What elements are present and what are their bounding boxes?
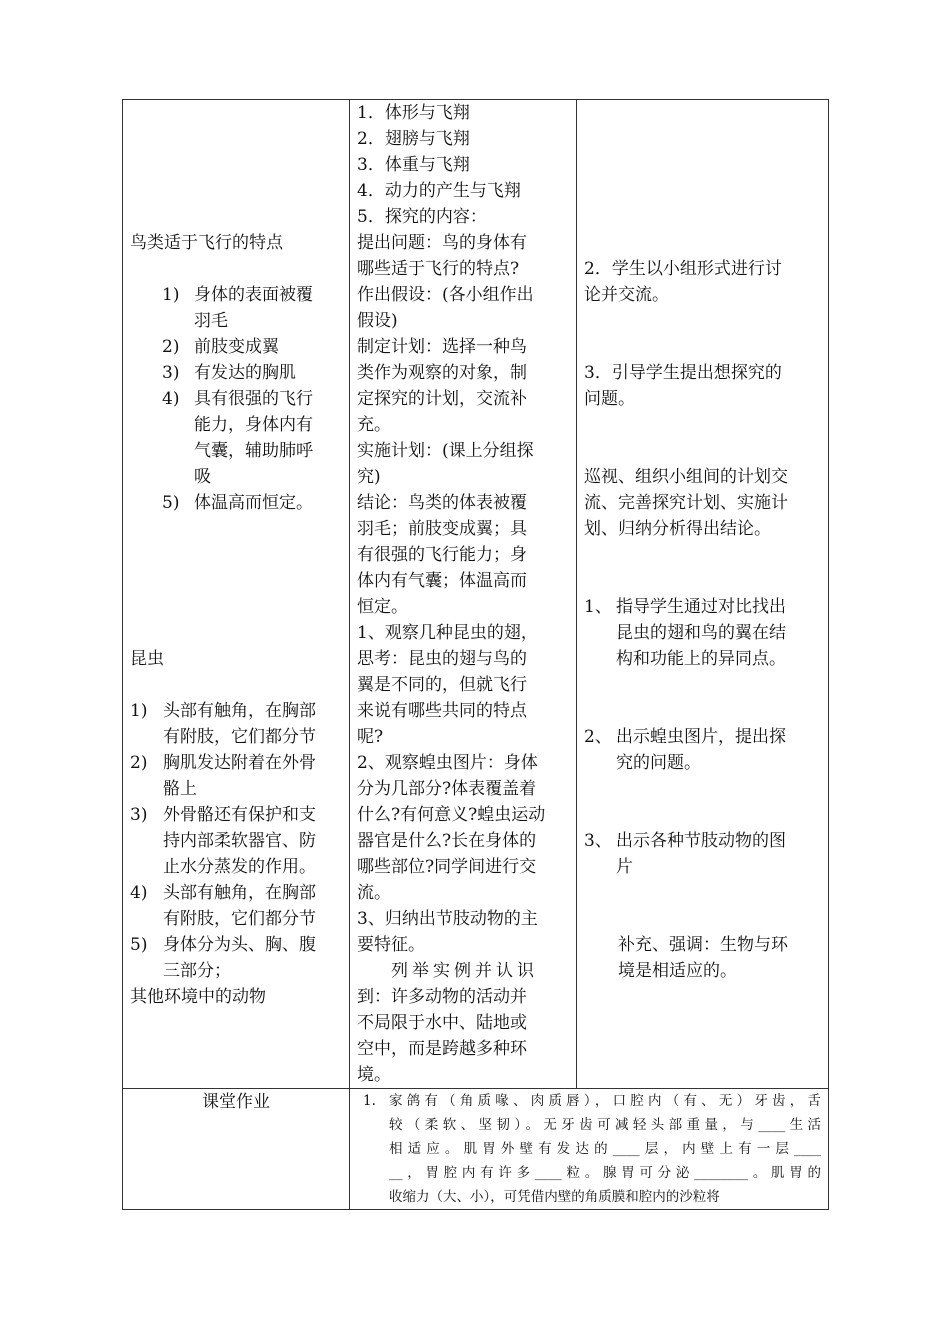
activity-line: 什么?有何意义?蝗虫运动 (357, 805, 546, 825)
topic-cell (123, 100, 350, 1089)
teacher-line: 流、完善探究计划、实施计 (584, 493, 788, 513)
insect-title: 昆虫 (130, 649, 164, 669)
bird-title: 鸟类适于飞行的特点 (130, 233, 283, 253)
bird-feature-item (130, 386, 342, 490)
activity-line: 作出假设：(各小组作出 (357, 285, 534, 305)
activity-line: 哪些适于飞行的特点? (357, 259, 520, 279)
list-line: 前肢变成翼 (194, 337, 279, 357)
teacher-item-line: 指导学生通过对比找出 (616, 597, 786, 617)
teacher-line: 补充、强调：生物与环 (618, 935, 788, 955)
bird-feature-item (130, 490, 342, 516)
activity-line: 有很强的飞行能力；身 (357, 545, 527, 565)
activity-line: 列举实例并认识 (391, 961, 538, 981)
insect-feature-item (130, 698, 342, 750)
activity-line: 体内有气囊；体温高而 (357, 571, 527, 591)
teacher-line: 问题。 (584, 389, 635, 409)
activity-line: 2．翅膀与飞翔 (357, 129, 470, 149)
list-line: 头部有触角，在胸部 (163, 701, 316, 721)
homework-line: 收缩力（大、小），可凭借内壁的角质膜和腔内的沙粒将 (389, 1189, 720, 1205)
activity-line: 提出问题：鸟的身体有 (357, 233, 527, 253)
activity-line: 要特征。 (357, 935, 425, 955)
spacer (584, 776, 821, 802)
list-number: 4) (130, 883, 148, 903)
bird-feature-item (130, 360, 342, 386)
list-line: 具有很强的飞行 (194, 389, 313, 409)
activity-line: 翼是不同的，但就飞行 (357, 675, 527, 695)
list-number: 1) (162, 285, 180, 305)
bird-feature-item (130, 334, 342, 360)
activity-line: 哪些部位?同学间进行交 (357, 857, 537, 877)
activity-line: 5．探究的内容： (357, 207, 487, 227)
teacher-line: 巡视、组织小组间的计划交 (584, 467, 788, 487)
list-line: 羽毛 (194, 311, 228, 331)
list-number: 3) (130, 805, 148, 825)
activity-line: 分为几部分?体表覆盖着 (357, 779, 537, 799)
list-number: 5) (130, 935, 148, 955)
list-line: 持内部柔软器官、防 (163, 831, 316, 851)
teacher-guidance (584, 464, 821, 542)
activity-line: 究) (357, 467, 381, 487)
teacher-item (584, 828, 821, 880)
activity-line: 实施计划：(课上分组探 (357, 441, 534, 461)
teacher-item-line: 出示各种节肢动物的图 (616, 831, 786, 851)
teacher-line: 论并交流。 (584, 285, 669, 305)
list-line: 有发达的胸肌 (194, 363, 296, 383)
homework-item (357, 1089, 821, 1209)
teacher-item (584, 724, 821, 776)
activity-cell (350, 100, 577, 1089)
list-line: 胸肌发达附着在外骨 (163, 753, 316, 773)
homework-row (123, 1089, 829, 1210)
spacer (584, 698, 821, 724)
activity-line: 境。 (357, 1065, 391, 1085)
teacher-line: 划、归纳分析得出结论。 (584, 519, 771, 539)
activity-line: 空中，而是跨越多种环 (357, 1039, 527, 1059)
insect-features-list (130, 698, 342, 984)
insect-feature-item (130, 880, 342, 932)
teacher-item-number: 1、 (584, 597, 612, 617)
list-number: 2) (162, 337, 180, 357)
homework-line: 较（柔软、坚韧）。无牙齿可减轻头部重量，与____生活 (389, 1117, 821, 1133)
list-line: 能力，身体内有 (194, 415, 313, 435)
activity-line: 假设) (357, 311, 398, 331)
activity-text (357, 100, 569, 1088)
activity-line: 1、观察几种昆虫的翅， (357, 623, 538, 643)
teacher-line: 2．学生以小组形式进行讨 (584, 259, 782, 279)
content-row (123, 100, 829, 1089)
activity-line: 羽毛；前肢变成翼；具 (357, 519, 527, 539)
activity-line: 到：许多动物的活动并 (357, 987, 527, 1007)
activity-line: 定探究的计划，交流补 (357, 389, 527, 409)
list-line: 止水分蒸发的作用。 (163, 857, 316, 877)
teacher-items (584, 594, 821, 880)
insect-feature-item (130, 932, 342, 984)
activity-line: 4．动力的产生与飞翔 (357, 181, 521, 201)
homework-line: 家鸽有（角质喙、肉质唇），口腔内（有、无）牙齿，舌 (389, 1093, 821, 1109)
activity-line: 类作为观察的对象，制 (357, 363, 527, 383)
teacher-item-line: 出示蝗虫图片，提出探 (616, 727, 786, 747)
teacher-item-line: 昆虫的翅和鸟的翼在结 (616, 623, 786, 643)
lesson-table (122, 99, 829, 1210)
teacher-item (584, 594, 821, 672)
activity-line: 制定计划：选择一种鸟 (357, 337, 527, 357)
bird-features-list (130, 282, 342, 516)
activity-line: 器官是什么?长在身体的 (357, 831, 537, 851)
list-line: 头部有触角，在胸部 (163, 883, 316, 903)
activity-line: 不局限于水中、陆地或 (357, 1013, 527, 1033)
activity-line: 2、观察蝗虫图片：身体 (357, 753, 538, 773)
homework-label (123, 1089, 350, 1210)
teacher-line: 3．引导学生提出想探究的 (584, 363, 782, 383)
activity-line: 恒定。 (357, 597, 408, 617)
teacher-item-line: 片 (616, 857, 633, 877)
list-line: 身体分为头、胸、腹 (163, 935, 316, 955)
insect-feature-item (130, 802, 342, 880)
teacher-item-line: 构和功能上的异同点。 (616, 649, 786, 669)
homework-line: 相适应。肌胃外壁有发达的____层，内壁上有一层____ (389, 1141, 821, 1157)
bird-feature-item (130, 282, 342, 334)
activity-line: 结论：鸟类的体表被覆 (357, 493, 527, 513)
list-line: 外骨骼还有保护和支 (163, 805, 316, 825)
activity-line: 3、归纳出节肢动物的主 (357, 909, 538, 929)
activity-line: 充。 (357, 415, 391, 435)
activity-line: 来说有哪些共同的特点 (357, 701, 527, 721)
list-line: 体温高而恒定。 (194, 493, 313, 513)
list-number: 1) (130, 701, 148, 721)
list-line: 气囊，辅助肺呼 (194, 441, 313, 461)
homework-item-number: 1. (363, 1093, 376, 1109)
list-line: 吸 (194, 467, 211, 487)
homework-content (350, 1089, 829, 1210)
activity-line: 思考：昆虫的翅与鸟的 (357, 649, 527, 669)
list-line: 身体的表面被覆 (194, 285, 313, 305)
homework-item-text (389, 1089, 821, 1209)
activity-line: 3．体重与飞翔 (357, 155, 470, 175)
teacher-cell (577, 100, 829, 1089)
other-animals: 其他环境中的动物 (130, 987, 266, 1007)
activity-line: 呢? (357, 727, 384, 747)
list-line: 三部分； (163, 961, 231, 981)
list-line: 骼上 (163, 779, 197, 799)
spacer (584, 802, 821, 828)
teacher-item-number: 2、 (584, 727, 612, 747)
homework-line: __，胃腔内有许多____粒。腺胃可分泌________。肌胃的 (389, 1165, 821, 1181)
activity-line: 流。 (357, 883, 391, 903)
teacher-step-2 (584, 256, 821, 308)
list-number: 2) (130, 753, 148, 773)
spacer (584, 672, 821, 698)
activity-line: 1．体形与飞翔 (357, 103, 470, 123)
list-line: 有附肢，它们都分节 (163, 727, 316, 747)
teacher-summary (584, 932, 821, 984)
list-number: 5) (162, 493, 180, 513)
teacher-step-3 (584, 360, 821, 412)
list-number: 3) (162, 363, 180, 383)
teacher-item-number: 3、 (584, 831, 612, 851)
list-number: 4) (162, 389, 180, 409)
teacher-line: 境是相适应的。 (618, 961, 737, 981)
teacher-item-line: 究的问题。 (616, 753, 701, 773)
list-line: 有附肢，它们都分节 (163, 909, 316, 929)
homework-label-text: 课堂作业 (202, 1092, 270, 1112)
insect-feature-item (130, 750, 342, 802)
